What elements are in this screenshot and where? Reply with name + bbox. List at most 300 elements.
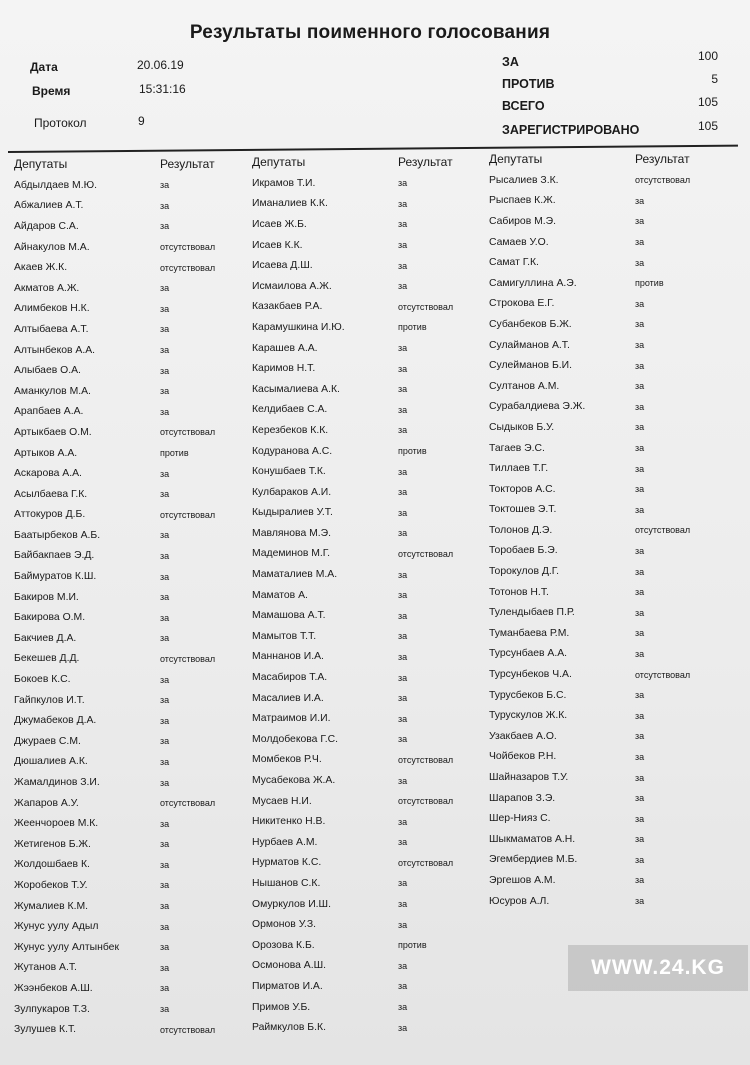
deputy-name: Толонов Д.Э. bbox=[489, 524, 553, 536]
table-row bbox=[489, 479, 729, 500]
deputy-name: Токторов А.С. bbox=[489, 483, 556, 495]
table-row bbox=[252, 523, 492, 544]
table-row bbox=[252, 358, 492, 379]
table-row bbox=[14, 566, 254, 587]
vote-result: за bbox=[398, 507, 408, 518]
vote-result: отсутствовал bbox=[160, 427, 216, 438]
deputy-name: Касымалиева А.К. bbox=[252, 383, 340, 395]
deputy-name: Алтынбеков А.А. bbox=[14, 344, 96, 356]
table-row bbox=[489, 376, 729, 397]
vote-result: за bbox=[160, 1004, 170, 1015]
deputy-name: Турускулов Ж.К. bbox=[489, 710, 568, 722]
deputy-name: Жоробеков Т.У. bbox=[14, 879, 88, 891]
vote-result: за bbox=[398, 878, 408, 889]
deputy-name: Чойбеков Р.Н. bbox=[489, 751, 557, 763]
vote-result: за bbox=[160, 571, 170, 582]
table-row bbox=[14, 299, 254, 320]
vote-result: за bbox=[398, 1022, 408, 1033]
table-row bbox=[489, 355, 729, 376]
deputy-name: Керезбеков К.К. bbox=[252, 424, 329, 436]
vote-result: за bbox=[398, 590, 408, 601]
table-row bbox=[14, 525, 254, 546]
deputies-column-2 bbox=[252, 151, 492, 1038]
deputies-header: Депутаты bbox=[252, 155, 306, 169]
deputy-name: Шер-Нияз С. bbox=[489, 813, 551, 825]
vote-result: за bbox=[635, 607, 645, 618]
vote-result: за bbox=[160, 386, 170, 397]
deputies-list bbox=[14, 175, 254, 1040]
vote-result: против bbox=[635, 278, 664, 289]
deputy-name: Жунус уулу Алтынбек bbox=[14, 941, 119, 953]
deputy-name: Иманалиев К.К. bbox=[252, 198, 328, 210]
deputy-name: Артыкбаев О.М. bbox=[14, 426, 92, 438]
summary-registered-label: ЗАРЕГИСТРИРОВАНО bbox=[502, 123, 640, 137]
vote-result: за bbox=[160, 592, 170, 603]
vote-result: за bbox=[160, 550, 170, 561]
deputy-name: Мусабекова Ж.А. bbox=[252, 775, 336, 787]
vote-result: за bbox=[635, 298, 645, 309]
table-row bbox=[489, 767, 729, 788]
vote-result: за bbox=[635, 648, 645, 659]
deputy-name: Маннанов И.А. bbox=[252, 651, 324, 663]
vote-result: за bbox=[635, 257, 645, 268]
table-row bbox=[252, 564, 492, 585]
deputy-name: Юсуров А.Л. bbox=[489, 895, 550, 907]
table-row bbox=[489, 417, 729, 438]
vote-result: за bbox=[398, 404, 408, 415]
table-row bbox=[252, 894, 492, 915]
vote-result: за bbox=[398, 651, 408, 662]
table-row bbox=[489, 314, 729, 335]
vote-result: за bbox=[398, 219, 408, 230]
deputy-name: Жолдошбаев К. bbox=[14, 859, 90, 871]
deputy-name: Алтыбаева А.Т. bbox=[14, 323, 89, 335]
deputy-name: Эгембердиев М.Б. bbox=[489, 854, 578, 866]
deputy-name: Шыкмаматов А.Н. bbox=[489, 833, 576, 845]
vote-result: против bbox=[398, 322, 427, 333]
column-header bbox=[489, 148, 729, 170]
table-row bbox=[489, 726, 729, 747]
table-row bbox=[252, 1017, 492, 1038]
deputy-name: Кодуранова А.С. bbox=[252, 445, 333, 457]
deputy-name: Масабиров Т.А. bbox=[252, 672, 328, 684]
table-row bbox=[489, 211, 729, 232]
vote-result: за bbox=[635, 422, 645, 433]
table-row bbox=[14, 958, 254, 979]
table-row bbox=[14, 196, 254, 217]
table-row bbox=[14, 381, 254, 402]
vote-result: за bbox=[635, 587, 645, 598]
deputy-name: Баатырбеков А.Б. bbox=[14, 529, 101, 541]
table-row bbox=[489, 829, 729, 850]
deputy-name: Айдаров С.А. bbox=[14, 220, 79, 232]
deputy-name: Рысалиев З.К. bbox=[489, 174, 559, 186]
table-row bbox=[14, 607, 254, 628]
vote-result: за bbox=[160, 324, 170, 335]
deputy-name: Мавлянова М.Э. bbox=[252, 527, 332, 539]
table-row bbox=[14, 875, 254, 896]
deputy-name: Жетигенов Б.Ж. bbox=[14, 838, 91, 850]
vote-result: за bbox=[160, 489, 170, 500]
deputy-name: Самаев У.О. bbox=[489, 236, 549, 248]
vote-result: за bbox=[398, 198, 408, 209]
table-row bbox=[252, 770, 492, 791]
table-row bbox=[14, 319, 254, 340]
deputy-name: Турусбеков Б.С. bbox=[489, 689, 567, 701]
deputy-name: Гайпкулов И.Т. bbox=[14, 694, 85, 706]
vote-result: отсутствовал bbox=[160, 653, 216, 664]
deputy-name: Джумабеков Д.А. bbox=[14, 715, 97, 727]
vote-result: за bbox=[160, 674, 170, 685]
vote-result: за bbox=[398, 775, 408, 786]
table-row bbox=[252, 873, 492, 894]
deputy-name: Кулбараков А.И. bbox=[252, 486, 332, 498]
vote-result: за bbox=[635, 545, 645, 556]
table-row bbox=[14, 752, 254, 773]
vote-result: отсутствовал bbox=[160, 1024, 216, 1035]
deputy-name: Тагаев Э.С. bbox=[489, 442, 545, 454]
table-row bbox=[489, 602, 729, 623]
deputy-name: Баймуратов К.Ш. bbox=[14, 571, 97, 583]
summary-registered-value: 105 bbox=[697, 119, 718, 133]
vote-result: за bbox=[160, 303, 170, 314]
deputy-name: Бекешев Д.Д. bbox=[14, 653, 80, 665]
vote-result: за bbox=[635, 731, 645, 742]
table-row bbox=[14, 443, 254, 464]
deputy-name: Мадеминов М.Г. bbox=[252, 548, 331, 560]
table-row bbox=[14, 1019, 254, 1040]
deputy-name: Абжалиев А.Т. bbox=[14, 200, 84, 212]
table-row bbox=[489, 808, 729, 829]
deputy-name: Матраимов И.И. bbox=[252, 713, 331, 725]
table-row bbox=[14, 278, 254, 299]
table-row bbox=[14, 484, 254, 505]
table-row bbox=[252, 482, 492, 503]
summary-against-value: 5 bbox=[711, 72, 718, 86]
deputy-name: Токтошев Э.Т. bbox=[489, 504, 557, 516]
table-row bbox=[252, 667, 492, 688]
deputy-name: Шарапов З.Э. bbox=[489, 792, 556, 804]
deputy-name: Самигуллина А.Э. bbox=[489, 277, 577, 289]
vote-result: за bbox=[160, 942, 170, 953]
table-row bbox=[252, 997, 492, 1018]
table-row bbox=[252, 585, 492, 606]
deputy-name: Аманкулов М.А. bbox=[14, 385, 91, 397]
vote-result: за bbox=[398, 734, 408, 745]
result-header: Результат bbox=[635, 152, 690, 166]
deputy-name: Турсунбаев А.А. bbox=[489, 648, 568, 660]
deputy-name: Сулейманов Б.И. bbox=[489, 360, 573, 372]
deputy-name: Орозова К.Б. bbox=[252, 939, 315, 951]
vote-result: за bbox=[398, 899, 408, 910]
vote-result: отсутствовал bbox=[160, 798, 216, 809]
vote-result: за bbox=[398, 425, 408, 436]
deputy-name: Жапаров А.У. bbox=[14, 797, 79, 809]
table-row bbox=[489, 335, 729, 356]
summary-total-value: 105 bbox=[697, 95, 718, 109]
table-row bbox=[14, 422, 254, 443]
vote-result: за bbox=[398, 384, 408, 395]
deputy-name: Турсунбеков Ч.А. bbox=[489, 669, 572, 681]
result-header: Результат bbox=[398, 155, 453, 169]
table-row bbox=[14, 937, 254, 958]
deputy-name: Торобаев Б.Э. bbox=[489, 545, 558, 557]
vote-result: за bbox=[160, 818, 170, 829]
deputy-name: Артыков А.А. bbox=[14, 447, 78, 459]
table-row bbox=[252, 276, 492, 297]
table-row bbox=[252, 544, 492, 565]
table-row bbox=[14, 710, 254, 731]
deputy-name: Маматалиев М.А. bbox=[252, 569, 338, 581]
table-row bbox=[252, 420, 492, 441]
deputy-name: Примов У.Б. bbox=[252, 1001, 311, 1013]
deputy-name: Строкова Е.Г. bbox=[489, 298, 555, 310]
vote-result: за bbox=[398, 960, 408, 971]
deputy-name: Джураев С.М. bbox=[14, 735, 81, 747]
result-header: Результат bbox=[160, 157, 215, 171]
vote-result: за bbox=[635, 854, 645, 865]
table-row bbox=[14, 257, 254, 278]
table-row bbox=[252, 461, 492, 482]
table-row bbox=[489, 788, 729, 809]
deputy-name: Зулушев К.Т. bbox=[14, 1024, 77, 1036]
deputy-name: Каримов Н.Т. bbox=[252, 363, 316, 375]
vote-result: за bbox=[635, 813, 645, 824]
deputy-name: Жумалиев К.М. bbox=[14, 900, 89, 912]
vote-result: за bbox=[398, 981, 408, 992]
vote-result: отсутствовал bbox=[398, 548, 454, 559]
table-row bbox=[14, 896, 254, 917]
vote-result: за bbox=[635, 504, 645, 515]
table-row bbox=[252, 173, 492, 194]
deputy-name: Акаев Ж.К. bbox=[14, 262, 68, 274]
deputy-name: Абдылдаев М.Ю. bbox=[14, 179, 97, 191]
vote-result: за bbox=[160, 633, 170, 644]
vote-result: за bbox=[398, 610, 408, 621]
deputy-name: Дюшалиев А.К. bbox=[14, 756, 88, 768]
vote-result: за bbox=[398, 260, 408, 271]
table-row bbox=[489, 644, 729, 665]
vote-result: за bbox=[398, 713, 408, 724]
deputy-name: Аскарова А.А. bbox=[14, 468, 82, 480]
vote-result: за bbox=[160, 756, 170, 767]
deputy-name: Шайназаров Т.У. bbox=[489, 772, 569, 784]
table-row bbox=[14, 772, 254, 793]
table-row bbox=[489, 870, 729, 891]
vote-result: за bbox=[398, 1002, 408, 1013]
deputies-list bbox=[252, 173, 492, 1038]
deputy-name: Исаева Д.Ш. bbox=[252, 260, 313, 272]
deputy-name: Алимбеков Н.К. bbox=[14, 303, 90, 315]
deputy-name: Икрамов Т.И. bbox=[252, 177, 316, 189]
summary-total-label: ВСЕГО bbox=[502, 99, 545, 113]
deputy-name: Ормонов У.З. bbox=[252, 919, 316, 931]
deputy-name: Тотонов Н.Т. bbox=[489, 586, 549, 598]
vote-result: за bbox=[398, 569, 408, 580]
deputy-name: Сыдыков Б.У. bbox=[489, 421, 555, 433]
vote-result: за bbox=[160, 612, 170, 623]
deputy-name: Келдибаев С.А. bbox=[252, 404, 328, 416]
vote-result: за bbox=[635, 875, 645, 886]
deputy-name: Акматов А.Ж. bbox=[14, 282, 80, 294]
watermark-logo: WWW.24.KG bbox=[568, 945, 748, 991]
table-row bbox=[252, 605, 492, 626]
table-row bbox=[14, 855, 254, 876]
vote-result: за bbox=[635, 628, 645, 639]
vote-result: отсутствовал bbox=[635, 669, 691, 680]
vote-result: за bbox=[398, 363, 408, 374]
vote-result: отсутствовал bbox=[160, 242, 216, 253]
deputy-name: Исмаилова А.Ж. bbox=[252, 280, 332, 292]
vote-result: за bbox=[635, 381, 645, 392]
deputy-name: Кыдыралиев У.Т. bbox=[252, 507, 333, 519]
deputy-name: Казакбаев Р.А. bbox=[252, 301, 323, 313]
table-row bbox=[489, 582, 729, 603]
protocol-value: 9 bbox=[138, 114, 145, 128]
table-row bbox=[14, 216, 254, 237]
summary-against-label: ПРОТИВ bbox=[502, 77, 555, 91]
table-row bbox=[252, 853, 492, 874]
table-row bbox=[14, 669, 254, 690]
table-row bbox=[252, 297, 492, 318]
vote-result: за bbox=[635, 237, 645, 248]
deputy-name: Бокоев К.С. bbox=[14, 674, 71, 686]
table-row bbox=[252, 791, 492, 812]
vote-result: против bbox=[160, 448, 189, 459]
column-header bbox=[14, 153, 254, 175]
table-row bbox=[489, 232, 729, 253]
table-row bbox=[489, 850, 729, 871]
deputy-name: Асылбаева Г.К. bbox=[14, 488, 88, 500]
table-row bbox=[252, 317, 492, 338]
vote-result: за bbox=[635, 566, 645, 577]
vote-result: против bbox=[398, 940, 427, 951]
deputy-name: Омуркулов И.Ш. bbox=[252, 898, 331, 910]
table-row bbox=[489, 500, 729, 521]
summary-for-value: 100 bbox=[697, 49, 718, 63]
vote-result: за bbox=[635, 216, 645, 227]
table-row bbox=[252, 832, 492, 853]
vote-result: отсутствовал bbox=[398, 857, 454, 868]
table-row bbox=[14, 587, 254, 608]
page-title: Результаты поименного голосования bbox=[189, 22, 551, 43]
vote-result: за bbox=[160, 962, 170, 973]
deputy-name: Сурабалдиева Э.Ж. bbox=[489, 401, 586, 413]
deputy-name: Туманбаева Р.М. bbox=[489, 627, 570, 639]
deputy-name: Раймкулов Б.К. bbox=[252, 1022, 326, 1034]
deputies-column-3 bbox=[489, 148, 729, 911]
vote-result: за bbox=[398, 343, 408, 354]
deputy-name: Бакчиев Д.А. bbox=[14, 632, 77, 644]
vote-result: за bbox=[160, 530, 170, 541]
vote-result: за bbox=[398, 837, 408, 848]
table-row bbox=[489, 191, 729, 212]
deputy-name: Осмонова А.Ш. bbox=[252, 960, 327, 972]
table-row bbox=[252, 400, 492, 421]
deputy-name: Тулендыбаев П.Р. bbox=[489, 607, 575, 619]
table-row bbox=[14, 999, 254, 1020]
deputy-name: Жеенчороев М.К. bbox=[14, 818, 99, 830]
deputy-name: Зулпукаров Т.З. bbox=[14, 1003, 90, 1015]
vote-result: за bbox=[635, 484, 645, 495]
deputy-name: Алыбаев О.А. bbox=[14, 365, 81, 377]
table-row bbox=[489, 623, 729, 644]
vote-result: за bbox=[635, 463, 645, 474]
vote-result: за bbox=[398, 240, 408, 251]
deputy-name: Молдобекова Г.С. bbox=[252, 733, 338, 745]
deputies-header: Депутаты bbox=[14, 157, 68, 171]
vote-result: за bbox=[635, 319, 645, 330]
deputy-name: Масалиев И.А. bbox=[252, 692, 324, 704]
table-row bbox=[489, 541, 729, 562]
vote-result: за bbox=[160, 921, 170, 932]
vote-result: отсутствовал bbox=[398, 796, 454, 807]
deputies-column-1 bbox=[14, 153, 254, 1040]
vote-result: за bbox=[160, 221, 170, 232]
date-label: Дата bbox=[30, 60, 58, 74]
vote-result: против bbox=[398, 446, 427, 457]
time-value: 15:31:16 bbox=[139, 82, 186, 96]
table-row bbox=[489, 294, 729, 315]
deputy-name: Айнакулов М.А. bbox=[14, 241, 90, 253]
vote-result: за bbox=[398, 487, 408, 498]
deputy-name: Нурматов К.С. bbox=[252, 857, 322, 869]
deputy-name: Момбеков Р.Ч. bbox=[252, 754, 322, 766]
vote-result: за bbox=[398, 672, 408, 683]
deputy-name: Узакбаев А.О. bbox=[489, 730, 557, 742]
vote-result: за bbox=[635, 772, 645, 783]
table-row bbox=[14, 463, 254, 484]
deputy-name: Бакирова О.М. bbox=[14, 612, 86, 624]
table-row bbox=[489, 458, 729, 479]
deputy-name: Исаев Ж.Б. bbox=[252, 218, 307, 230]
vote-result: за bbox=[160, 736, 170, 747]
table-row bbox=[14, 793, 254, 814]
table-row bbox=[14, 731, 254, 752]
table-row bbox=[489, 438, 729, 459]
vote-result: отсутствовал bbox=[398, 754, 454, 765]
vote-result: за bbox=[160, 406, 170, 417]
vote-result: за bbox=[635, 340, 645, 351]
deputy-name: Мамашова А.Т. bbox=[252, 610, 326, 622]
table-row bbox=[489, 561, 729, 582]
vote-result: за bbox=[635, 443, 645, 454]
table-row bbox=[14, 505, 254, 526]
vote-result: отсутствовал bbox=[398, 301, 454, 312]
date-value: 20.06.19 bbox=[137, 58, 184, 72]
table-row bbox=[252, 235, 492, 256]
table-row bbox=[489, 891, 729, 912]
deputy-name: Эргешов А.М. bbox=[489, 874, 556, 886]
vote-result: за bbox=[160, 468, 170, 479]
protocol-label: Протокол bbox=[34, 116, 87, 130]
table-row bbox=[14, 649, 254, 670]
table-row bbox=[14, 360, 254, 381]
vote-result: за bbox=[160, 880, 170, 891]
deputy-name: Нурбаев А.М. bbox=[252, 836, 318, 848]
vote-result: за bbox=[398, 466, 408, 477]
table-row bbox=[489, 664, 729, 685]
deputy-name: Конушбаев Т.К. bbox=[252, 466, 326, 478]
deputy-name: Самат Г.К. bbox=[489, 257, 539, 269]
vote-result: за bbox=[398, 178, 408, 189]
deputy-name: Аттокуров Д.Б. bbox=[14, 509, 86, 521]
table-row bbox=[252, 441, 492, 462]
vote-result: за bbox=[160, 180, 170, 191]
vote-result: отсутствовал bbox=[160, 509, 216, 520]
vote-result: за bbox=[635, 834, 645, 845]
table-row bbox=[252, 688, 492, 709]
